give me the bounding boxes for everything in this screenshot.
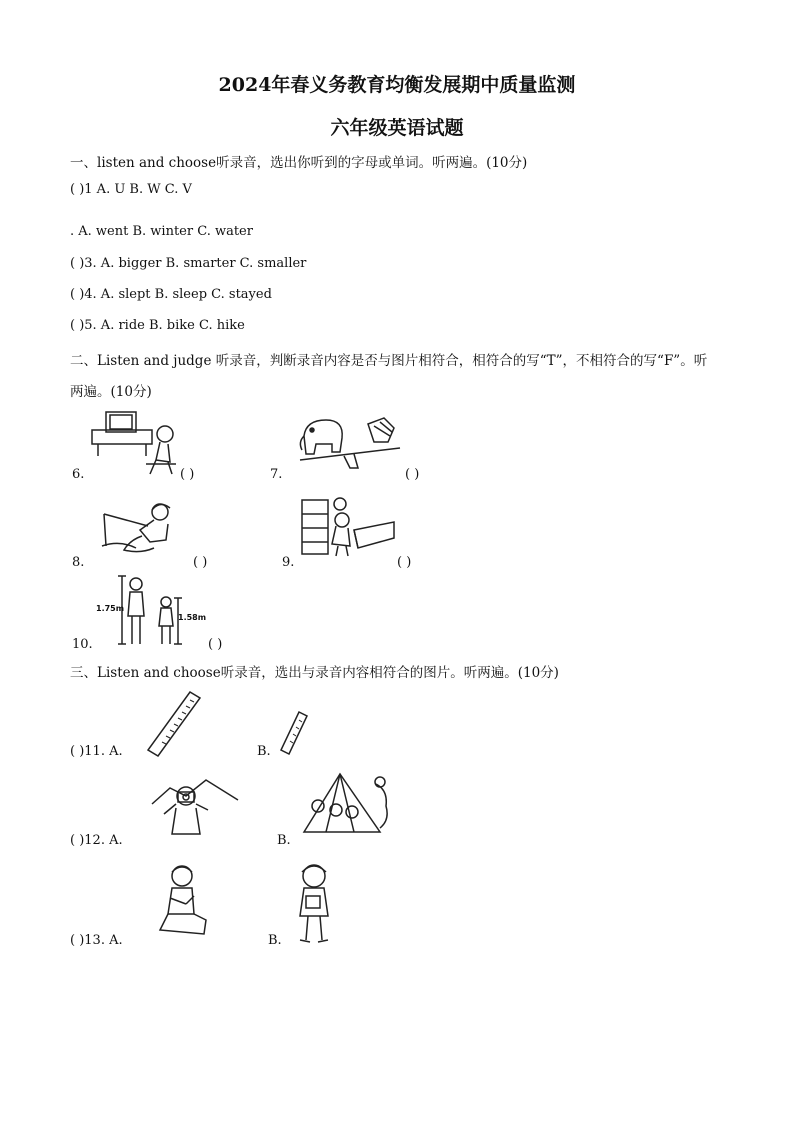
section1-heading: 一、listen and choose听录音，选出你听到的字母或单词。听两遍。(10分) <box>70 155 528 171</box>
elephant-seesaw-picture <box>296 412 406 472</box>
question-7-number: 7. <box>270 467 283 482</box>
standing-boy-picture <box>290 862 338 946</box>
cleaning-room-picture <box>298 494 398 558</box>
question-1: ( )1 A. U B. W C. V <box>70 182 192 197</box>
fishing-boy-picture <box>100 496 180 560</box>
sitting-boy-picture <box>156 864 212 940</box>
short-ruler-picture <box>279 710 309 756</box>
question-2: . A. went B. winter C. water <box>70 224 253 239</box>
page-title: 2024年春义务教育均衡发展期中质量监测 <box>218 74 576 96</box>
question-8-answer[interactable]: ( ) <box>193 555 208 570</box>
question-6-answer[interactable]: ( ) <box>180 467 195 482</box>
question-11-option-b: B. <box>257 744 271 759</box>
page-subtitle: 六年级英语试题 <box>330 117 464 139</box>
question-9-number: 9. <box>282 555 295 570</box>
question-10-answer[interactable]: ( ) <box>208 637 223 652</box>
question-12-option-b: B. <box>277 833 291 848</box>
section2-heading-line1: 二、Listen and judge 听录音，判断录音内容是否与图片相符合，相符合的写“T”，不相符合的写“F”。听 <box>70 353 708 369</box>
question-10-number: 10. <box>72 637 93 652</box>
question-7-answer[interactable]: ( ) <box>405 467 420 482</box>
question-12: ( )12. A. <box>70 833 123 848</box>
question-11: ( )11. A. <box>70 744 123 759</box>
height-label-tall: 1.75m <box>96 604 125 613</box>
question-13: ( )13. A. <box>70 933 123 948</box>
question-3: ( )3. A. bigger B. smarter C. smaller <box>70 256 307 271</box>
section3-heading: 三、Listen and choose听录音，选出与录音内容相符合的图片。听两遍。(10分) <box>70 665 559 681</box>
question-5: ( )5. A. ride B. bike C. hike <box>70 318 245 333</box>
question-6-number: 6. <box>72 467 85 482</box>
long-ruler-picture <box>146 690 202 758</box>
section2-heading-line2: 两遍。(10分) <box>70 384 152 400</box>
question-9-answer[interactable]: ( ) <box>397 555 412 570</box>
tv-watching-picture <box>90 408 180 478</box>
question-8-number: 8. <box>72 555 85 570</box>
question-13-option-b: B. <box>268 933 282 948</box>
height-label-short: 1.58m <box>178 613 207 622</box>
camping-tent-picture <box>296 770 392 836</box>
question-4: ( )4. A. slept B. sleep C. stayed <box>70 287 272 302</box>
boy-with-camera-picture <box>150 774 240 836</box>
